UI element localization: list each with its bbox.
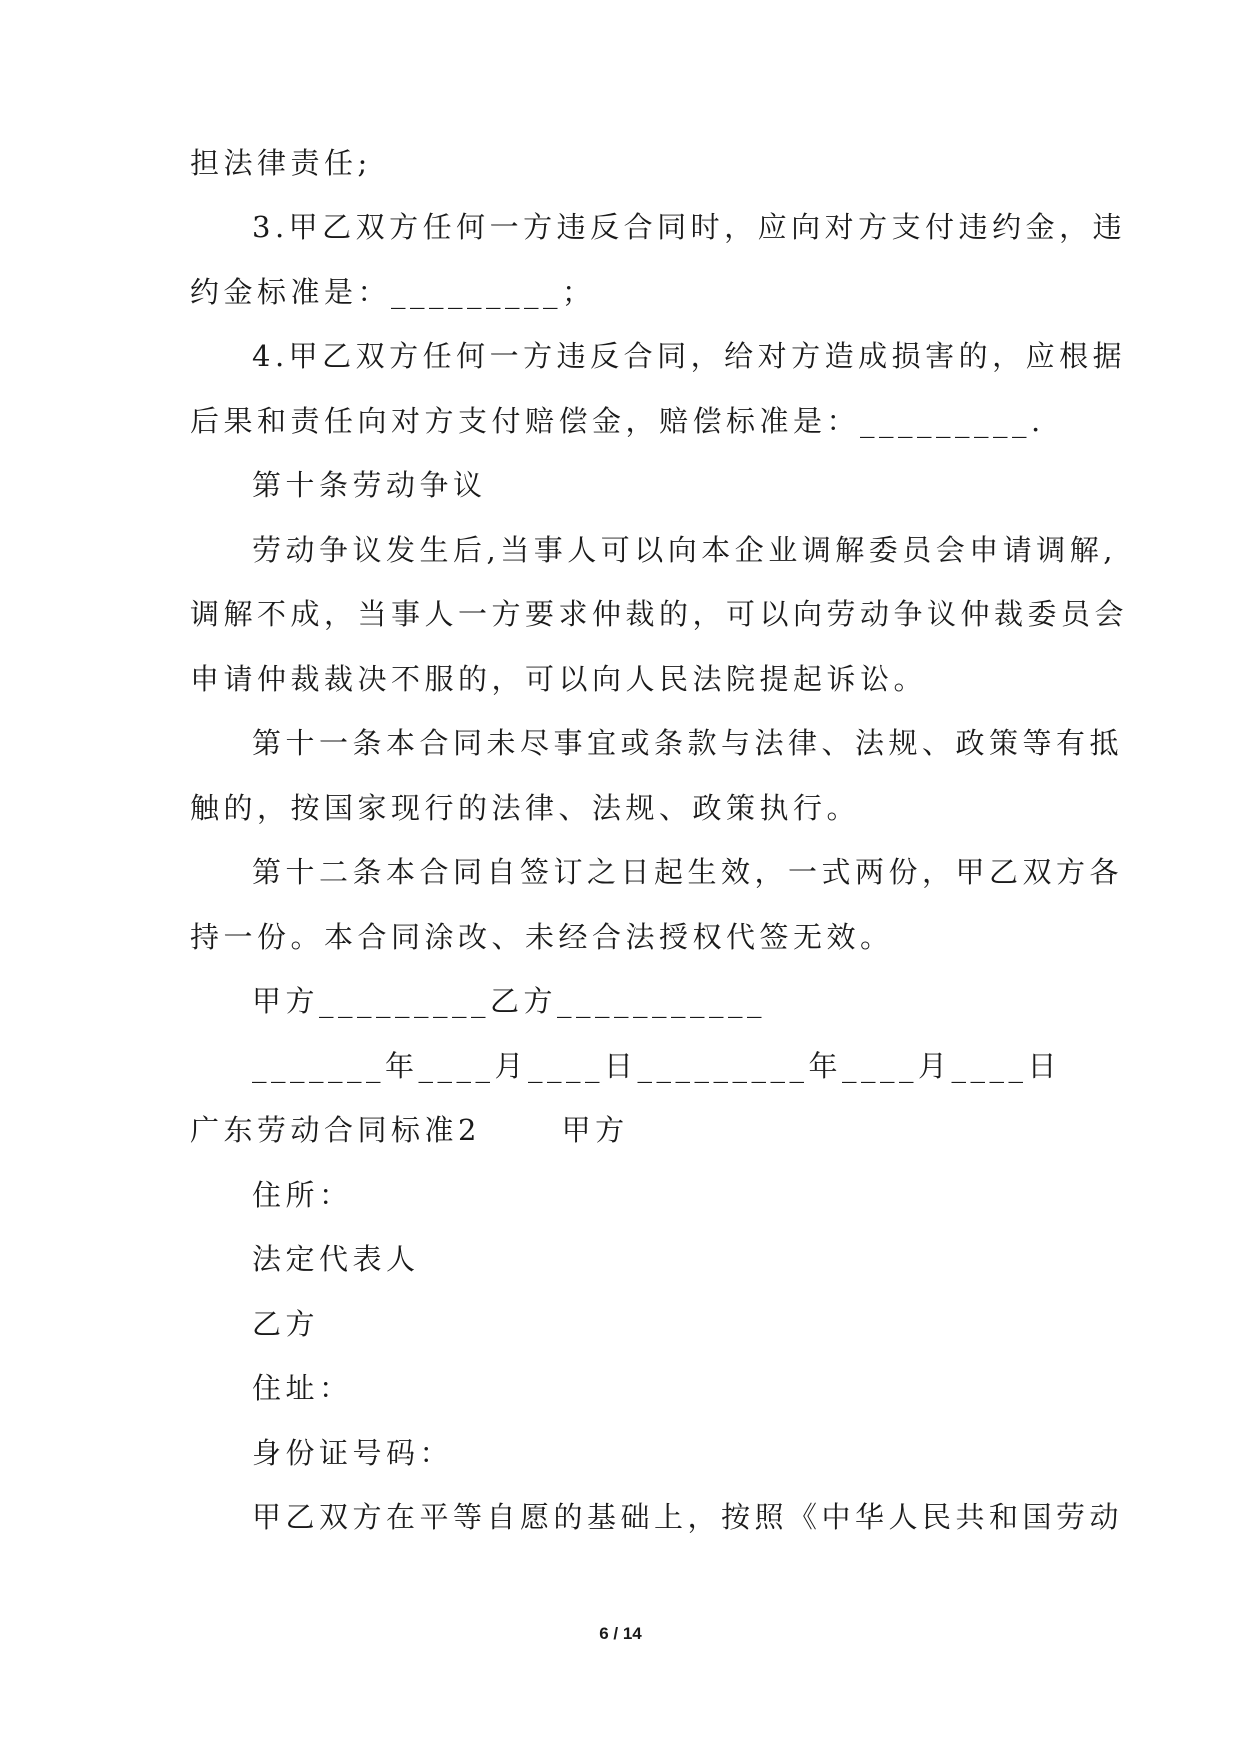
text-line: 申请仲裁裁决不服的，可以向人民法院提起诉讼。 — [190, 662, 928, 696]
text-line: 4.甲乙双方任何一方违反合同，给对方造成损害的，应根据 — [252, 339, 1127, 373]
text-line: 持一份。本合同涂改、未经合法授权代签无效。 — [190, 920, 894, 954]
text-line: 甲乙双方在平等自愿的基础上，按照《中华人民共和国劳动 — [252, 1500, 1124, 1534]
text-line: 第十二条本合同自签订之日起生效，一式两份，甲乙双方各 — [252, 855, 1124, 889]
text-line: 3.甲乙双方任何一方违反合同时，应向对方支付违约金，违 — [252, 210, 1127, 244]
text-line: 劳动争议发生后,当事人可以向本企业调解委员会申请调解, — [252, 533, 1117, 567]
text-line: 乙方 — [252, 1307, 320, 1341]
text-line: 后果和责任向对方支付赔偿金，赔偿标准是：_________. — [190, 404, 1045, 438]
text-line: 调解不成，当事人一方要求仲裁的，可以向劳动争议仲裁委员会 — [190, 597, 1129, 631]
text-line: 触的，按国家现行的法律、法规、政策执行。 — [190, 791, 861, 825]
signature-line: 甲方_________乙方___________ — [252, 984, 767, 1018]
text-line: 住所： — [252, 1178, 353, 1212]
document-title: 广东劳动合同标准2 甲方 — [190, 1113, 629, 1147]
text-line: 住址： — [252, 1371, 353, 1405]
text-line: 担法律责任; — [190, 146, 372, 180]
text-line: 法定代表人 — [252, 1242, 420, 1276]
text-line: 第十一条本合同未尽事宜或条款与法律、法规、政策等有抵 — [252, 726, 1124, 760]
text-line: 约金标准是：_________； — [190, 275, 596, 309]
section-heading: 第十条劳动争议 — [252, 468, 487, 502]
date-line: _______年____月____日_________年____月____日 — [252, 1049, 1062, 1083]
page-number: 6 / 14 — [599, 1624, 642, 1643]
text-line: 身份证号码： — [252, 1436, 454, 1470]
